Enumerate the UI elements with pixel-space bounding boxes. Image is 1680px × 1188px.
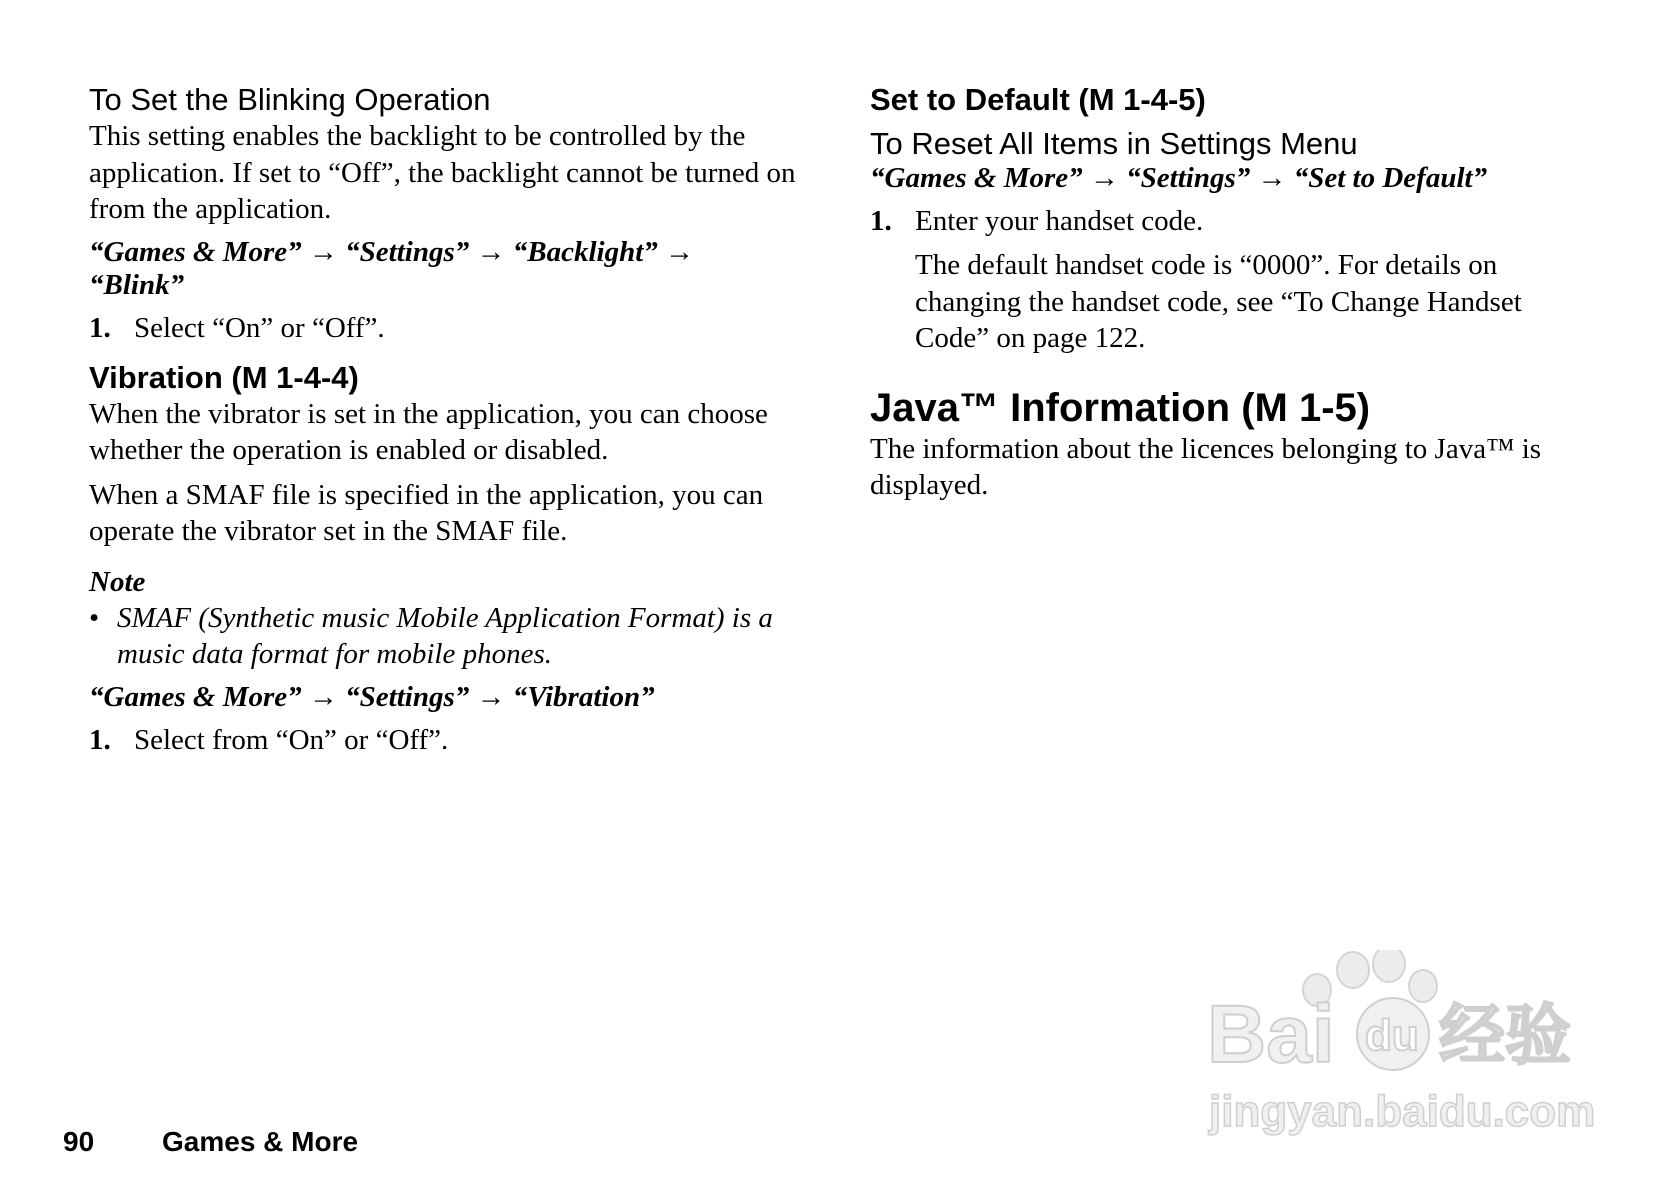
reset-heading: To Reset All Items in Settings Menu — [870, 126, 1358, 161]
note-item — [89, 600, 809, 673]
blinking-step — [89, 310, 809, 346]
java-description: The information about the licences belonging to Java™ is displayed. — [870, 432, 1542, 501]
page-number: 90 — [63, 1126, 95, 1157]
step-text: Select “On” or “Off”. — [134, 311, 385, 344]
vibration-step — [89, 722, 809, 758]
default-heading — [870, 82, 1590, 118]
svg-text:经验: 经验 — [1439, 997, 1571, 1074]
reset-menu-path: “Games & More” → “Settings” → “Set to Default” — [870, 162, 1488, 194]
left-column — [89, 82, 809, 758]
vibration-heading — [89, 360, 809, 396]
blinking-description: This setting enables the backlight to be controlled by the application. If set to “Off”, the backlight cannot be turned on from the application. — [89, 120, 796, 225]
footer-section-title: Games & More — [162, 1126, 359, 1157]
default-menu-code: (M 1-4-5) — [1078, 82, 1206, 117]
watermark-url-text: jingyan.baidu.com — [1209, 1087, 1596, 1136]
java-menu-code: (M 1-5) — [1241, 385, 1371, 430]
default-title: Set to Default — [870, 82, 1070, 117]
vibration-menu-code: (M 1-4-4) — [231, 359, 359, 395]
vibration-description: When the vibrator is set in the application, you can choose whether the operation is enabled or disabled. — [89, 397, 768, 466]
reset-step-detail: The default handset code is “0000”. For details on changing the handset code, see “To Change Handset Code” on page 122. — [915, 249, 1522, 354]
vibration-smaf-description: When a SMAF file is specified in the application, you can operate the vibrator set in the SMAF file. — [89, 478, 764, 547]
blinking-menu-path-line2: “Blink” — [89, 268, 185, 301]
vibration-title: Vibration — [89, 359, 223, 395]
note-title: Note — [89, 565, 146, 598]
blinking-menu-path-line1: “Games & More” → “Settings” → “Backlight” → — [89, 235, 695, 268]
step-number: 1. — [89, 723, 111, 756]
baidu-watermark-logo — [1205, 950, 1610, 1140]
vibration-menu-path: “Games & More” → “Settings” → “Vibration” — [89, 680, 655, 713]
step-text: Enter your handset code. — [915, 205, 1204, 237]
watermark-brand-text: Bai — [1207, 989, 1335, 1080]
step-number: 1. — [89, 311, 111, 344]
step-number: 1. — [870, 205, 892, 237]
java-title: Java™ Information — [870, 385, 1231, 430]
right-column — [870, 82, 1590, 504]
svg-text:du: du — [1365, 1011, 1419, 1060]
note-text: SMAF (Synthetic music Mobile Application Format) is a music data format for mobile phones. — [117, 601, 773, 670]
bullet-icon: • — [89, 601, 100, 634]
step-text: Select from “On” or “Off”. — [134, 723, 449, 756]
reset-step — [870, 203, 1590, 239]
blinking-heading: To Set the Blinking Operation — [89, 82, 491, 117]
java-heading — [870, 385, 1590, 431]
